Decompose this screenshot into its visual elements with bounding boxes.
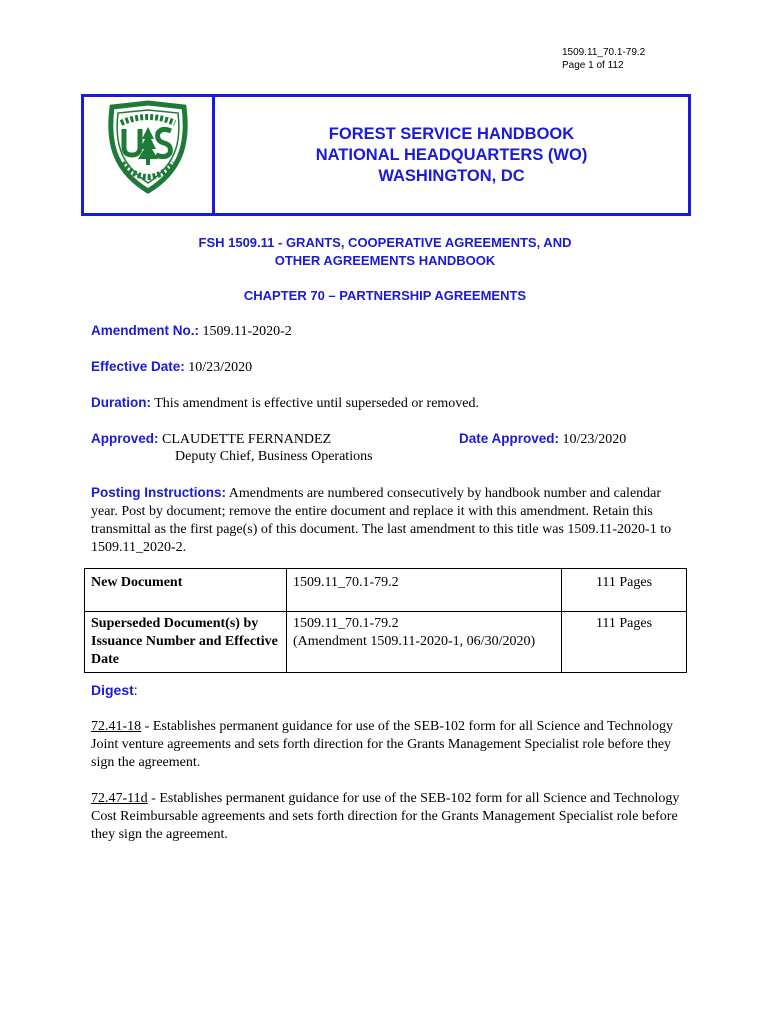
digest-item-text: - Establishes permanent guidance for use of the SEB-102 form for all Science and Technology Cost Reimbursable agreements and sets forth direction for the Grants Management Specialist role before they sign the agreement. [91,791,680,842]
approver-title: Deputy Chief, Business Operations [175,449,373,464]
handbook-title [0,234,770,270]
header-line-3: WASHINGTON, DC [378,166,525,185]
new-document-pages: 111 Pages [562,569,687,612]
superseded-doc-line-1: 1509.11_70.1-79.2 [293,616,399,631]
digest-ref-link[interactable]: 72.47-11d [91,791,148,806]
posting-label: Posting Instructions: [91,485,226,500]
date-approved-value: 10/23/2020 [562,432,627,447]
posting-text: Amendments are numbered consecutively by handbook number and calendar year. Post by document; remove the entire document and replace it with this amendment. Retain this transmittal as the first page(s) of this document. The last amendment to this title was 1509.11-2020-1 to 1509.11_2020-2. [91,486,672,555]
superseded-document-number [287,612,562,673]
digest-heading [91,682,138,698]
page-reference [562,46,645,72]
digest-item-text: - Establishes permanent guidance for use of the SEB-102 form for all Science and Technology Joint venture agreements and sets forth direction for the Grants Management Specialist role before they sign the agreement. [91,719,673,770]
digest-ref-link[interactable]: 72.41-18 [91,719,142,734]
posting-instructions [91,484,686,557]
duration-value: This amendment is effective until superseded or removed. [154,396,480,411]
effective-date-value: 10/23/2020 [188,360,253,375]
duration-label: Duration: [91,395,151,410]
date-approved [459,430,626,449]
forest-service-shield-logo [104,99,192,195]
page-count: Page 1 of 112 [562,60,624,71]
handbook-header-titles [215,97,688,213]
approved [91,430,331,449]
date-approved-label: Date Approved: [459,431,560,446]
table-row [85,612,687,673]
digest-item [91,790,681,844]
superseded-document-label: Superseded Document(s) by Issuance Number and Effective Date [85,612,287,673]
new-document-label: New Document [85,569,287,612]
handbook-title-line-1: FSH 1509.11 - GRANTS, COOPERATIVE AGREEMENTS, AND [198,235,572,250]
handbook-title-line-2: OTHER AGREEMENTS HANDBOOK [274,253,496,268]
digest-heading-text: Digest [91,682,134,698]
superseded-doc-line-2: (Amendment 1509.11-2020-1, 06/30/2020) [293,634,536,649]
effective-date-label: Effective Date: [91,359,185,374]
digest-colon: : [133,682,138,698]
digest-item [91,718,681,772]
chapter-title: CHAPTER 70 – PARTNERSHIP AGREEMENTS [243,288,527,303]
approved-label: Approved: [91,431,159,446]
header-line-2: NATIONAL HEADQUARTERS (WO) [315,145,588,164]
amendment-number [91,322,292,341]
approver-name: CLAUDETTE FERNANDEZ [162,432,332,447]
amendment-label: Amendment No.: [91,323,199,338]
header-box [81,94,691,216]
new-document-number: 1509.11_70.1-79.2 [287,569,562,612]
superseded-document-pages: 111 Pages [562,612,687,673]
doc-number: 1509.11_70.1-79.2 [562,47,646,58]
duration [91,394,479,413]
header-line-1: FOREST SERVICE HANDBOOK [328,124,575,143]
documents-table [84,568,687,673]
logo-cell [84,97,215,213]
amendment-value: 1509.11-2020-2 [202,324,292,339]
table-row [85,569,687,612]
effective-date [91,358,252,377]
